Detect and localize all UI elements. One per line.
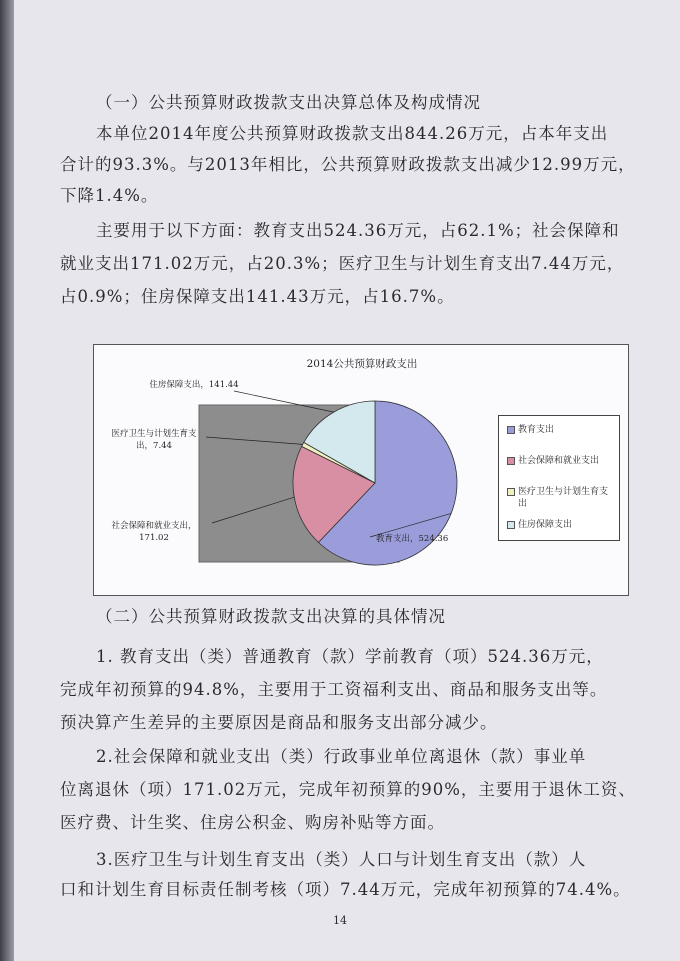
section2-item1-line3: 预决算产生差异的主要原因是商品和服务支出部分减少。 [60, 713, 498, 732]
section2-item3-line2: 口和计划生育目标责任制考核（项）7.44万元，完成年初预算的74.4%。 [60, 880, 631, 899]
section2-item2-line1: 2.社会保障和就业支出（类）行政事业单位离退休（款）事业单 [96, 747, 587, 766]
label-housing: 住房保障支出，141.44 [149, 380, 239, 390]
pie-chart [93, 344, 629, 596]
section2-heading: （二）公共预算财政拨款支出决算的具体情况 [96, 607, 446, 626]
label-education: 教育支出，524.36 [376, 534, 449, 544]
section2-item3-line1: 3.医疗卫生与计划生育支出（类）人口与计划生育支出（款）人 [96, 850, 587, 869]
section2-item2-line3: 医疗费、计生奖、住房公积金、购房补贴等方面。 [60, 813, 445, 832]
legend-swatch [507, 488, 515, 496]
section1-para2-line3: 占0.9%；住房保障支出141.43万元，占16.7%。 [60, 287, 455, 306]
section1-para1-line3: 下降1.4%。 [60, 186, 159, 205]
section1-para1-line2: 合计的93.3%。与2013年相比，公共预算财政拨款支出减少12.99万元， [60, 155, 636, 174]
section1-heading: （一）公共预算财政拨款支出决算总体及构成情况 [96, 93, 481, 112]
page-edge-shadow [0, 0, 14, 961]
label-social-security: 社会保障和就业支出， 171.02 [111, 521, 197, 543]
label-health: 医疗卫生与计划生育支出，7.44 [111, 429, 197, 451]
section1-para2-line2: 就业支出171.02万元，占20.3%；医疗卫生与计划生育支出7.44万元， [60, 254, 625, 273]
chart-legend: 教育支出 社会保障和就业支出 医疗卫生与计划生育支出 住房保障支出 [498, 415, 620, 541]
section2-item2-line2: 位离退休（项）171.02万元，完成年初预算的90%，主要用于退休工资、 [60, 780, 636, 799]
section2-item1-line2: 完成年初预算的94.8%，主要用于工资福利支出、商品和服务支出等。 [60, 680, 608, 699]
page-number: 14 [333, 914, 347, 927]
legend-swatch [507, 521, 515, 529]
legend-swatch [507, 426, 515, 434]
chart-title: 2014公共预算财政支出 [306, 358, 418, 370]
section2-item1-line1: 1. 教育支出（类）普通教育（款）学前教育（项）524.36万元， [96, 647, 604, 666]
legend-swatch [507, 457, 515, 465]
section1-para1-line1: 本单位2014年度公共预算财政拨款支出844.26万元，占本年支出 [96, 124, 609, 143]
section1-para2-line1: 主要用于以下方面：教育支出524.36万元，占62.1%；社会保障和 [96, 221, 620, 240]
